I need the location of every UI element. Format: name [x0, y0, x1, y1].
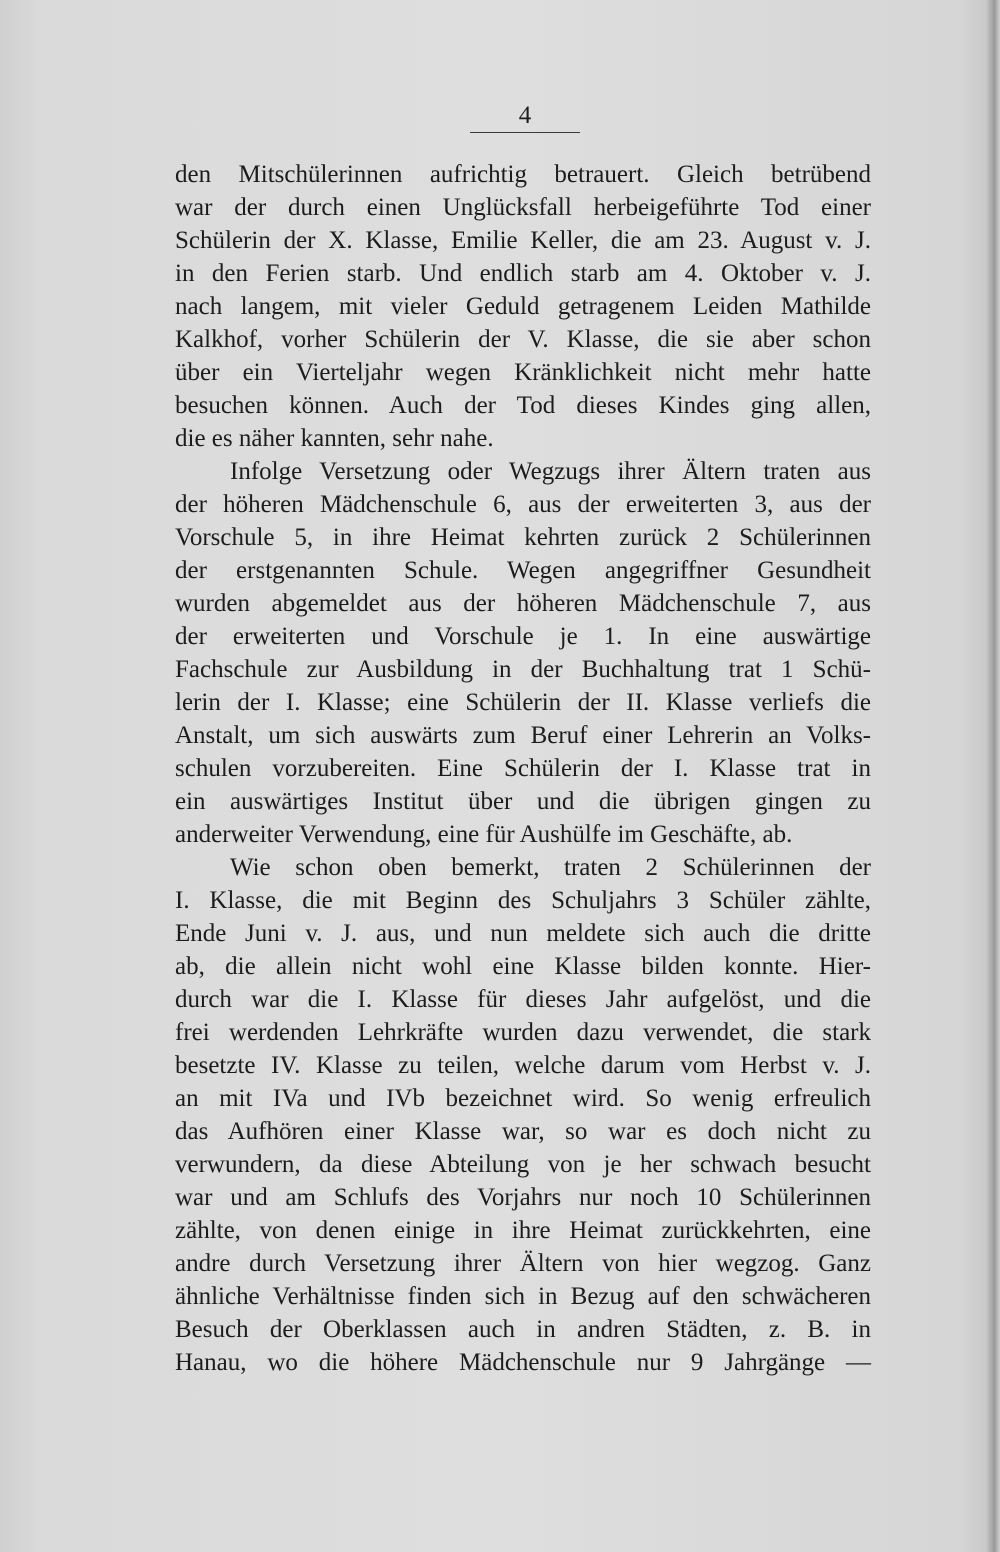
- text-line: Anstalt, um sich auswärts zum Beruf einer Lehrerin an Volks-: [175, 722, 871, 749]
- page-number: 4: [470, 100, 580, 133]
- text-line: der erweiterten und Vorschule je 1. In eine auswärtige: [175, 623, 871, 650]
- text-line: ein auswärtiges Institut über und die übrigen gingen zu: [175, 788, 871, 815]
- text-line: ab, die allein nicht wohl eine Klasse bilden konnte. Hier-: [175, 953, 871, 980]
- text-line: ähnliche Verhältnisse finden sich in Bezug auf den schwächeren: [175, 1283, 871, 1310]
- text-line: zählte, von denen einige in ihre Heimat zurückkehrten, eine: [175, 1217, 871, 1244]
- text-line: in den Ferien starb. Und endlich starb am 4. Oktober v. J.: [175, 260, 871, 287]
- text-line: Hanau, wo die höhere Mädchenschule nur 9 Jahrgänge —: [175, 1349, 871, 1376]
- text-line: Vorschule 5, in ihre Heimat kehrten zurück 2 Schülerinnen: [175, 524, 871, 551]
- text-line: lerin der I. Klasse; eine Schülerin der II. Klasse verliefs die: [175, 689, 871, 716]
- text-line: der erstgenannten Schule. Wegen angegriffner Gesundheit: [175, 557, 871, 584]
- text-line: das Aufhören einer Klasse war, so war es doch nicht zu: [175, 1118, 871, 1145]
- text-line: anderweiter Verwendung, eine für Aushülfe im Geschäfte, ab.: [175, 821, 793, 848]
- text-line: Ende Juni v. J. aus, und nun meldete sich auch die dritte: [175, 920, 871, 947]
- text-line: den Mitschülerinnen aufrichtig betrauert. Gleich betrübend: [175, 161, 871, 188]
- text-line: Wie schon oben bemerkt, traten 2 Schülerinnen der: [230, 854, 871, 881]
- text-line: war der durch einen Unglücksfall herbeigeführte Tod einer: [175, 194, 871, 221]
- text-line: Kalkhof, vorher Schülerin der V. Klasse, die sie aber schon: [175, 326, 871, 353]
- text-line: Infolge Versetzung oder Wegzugs ihrer Ältern traten aus: [230, 458, 871, 485]
- text-line: andre durch Versetzung ihrer Ältern von hier wegzog. Ganz: [175, 1250, 871, 1277]
- text-line: besetzte IV. Klasse zu teilen, welche darum vom Herbst v. J.: [175, 1052, 871, 1079]
- text-line: Besuch der Oberklassen auch in andren Städten, z. B. in: [175, 1316, 871, 1343]
- text-line: der höheren Mädchenschule 6, aus der erweiterten 3, aus der: [175, 491, 871, 518]
- text-line: verwundern, da diese Abteilung von je her schwach besucht: [175, 1151, 871, 1178]
- page-edge-shadow: [986, 0, 1000, 1552]
- body-text: [175, 158, 871, 1379]
- text-line: frei werdenden Lehrkräfte wurden dazu verwendet, die stark: [175, 1019, 871, 1046]
- text-line: war und am Schlufs des Vorjahrs nur noch 10 Schülerinnen: [175, 1184, 871, 1211]
- text-line: an mit IVa und IVb bezeichnet wird. So wenig erfreulich: [175, 1085, 871, 1112]
- text-line: durch war die I. Klasse für dieses Jahr aufgelöst, und die: [175, 986, 871, 1013]
- text-line: besuchen können. Auch der Tod dieses Kindes ging allen,: [175, 392, 871, 419]
- text-line: die es näher kannten, sehr nahe.: [175, 425, 494, 452]
- text-line: nach langem, mit vieler Geduld getragenem Leiden Mathilde: [175, 293, 871, 320]
- text-line: Fachschule zur Ausbildung in der Buchhaltung trat 1 Schü-: [175, 656, 871, 683]
- text-line: wurden abgemeldet aus der höheren Mädchenschule 7, aus: [175, 590, 871, 617]
- text-line: Schülerin der X. Klasse, Emilie Keller, die am 23. August v. J.: [175, 227, 871, 254]
- text-line: schulen vorzubereiten. Eine Schülerin der I. Klasse trat in: [175, 755, 871, 782]
- text-line: I. Klasse, die mit Beginn des Schuljahrs 3 Schüler zählte,: [175, 887, 871, 914]
- text-line: über ein Vierteljahr wegen Kränklichkeit nicht mehr hatte: [175, 359, 871, 386]
